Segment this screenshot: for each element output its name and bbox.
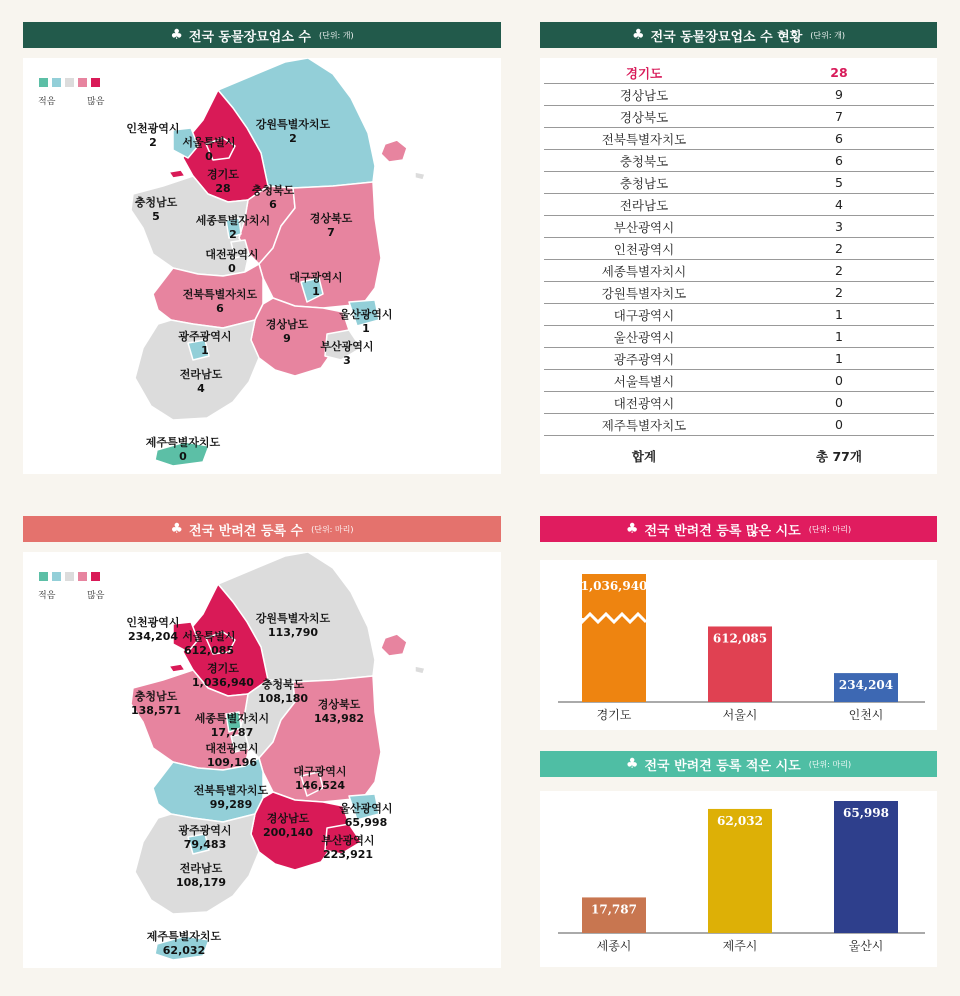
map-label-1 (182, 630, 235, 658)
count-cell: 1 (744, 326, 934, 348)
region-dokdo (415, 172, 425, 180)
chart2-title: 전국 반려견 등록 적은 시도 (644, 758, 801, 774)
region-value: 138,571 (130, 704, 182, 717)
map1-title: 전국 동물장묘업소 수 (188, 29, 311, 45)
map-label-3 (207, 168, 239, 196)
club-icon: ♣ (625, 756, 639, 772)
region-value: 6 (216, 302, 224, 315)
top-registration-chart (540, 560, 937, 730)
region-name: 경상북도 (309, 212, 353, 225)
count-cell: 3 (744, 216, 934, 238)
map-label-5 (135, 196, 178, 224)
region-name: 울산광역시 (339, 802, 393, 815)
table-unit: (단위: 개) (810, 30, 845, 40)
count-cell: 0 (744, 370, 934, 392)
region-name: 충청북도 (261, 678, 305, 691)
region-value: 3 (343, 354, 351, 367)
table-row (544, 414, 934, 436)
region-value: 2 (149, 136, 157, 149)
region-name: 강원특별자치도 (255, 118, 331, 131)
region-cell: 울산광역시 (544, 326, 744, 348)
map-label-1 (182, 136, 235, 164)
region-value: 612,085 (183, 644, 235, 657)
map-label-8 (205, 742, 258, 770)
region-name: 대전광역시 (205, 742, 259, 755)
map1-title-bar (23, 22, 501, 48)
map-label-14 (321, 834, 374, 862)
map1-unit: (단위: 개) (318, 30, 354, 40)
count-cell: 9 (744, 84, 934, 106)
shop-count-table (544, 62, 934, 476)
region-value: 7 (327, 226, 335, 239)
map-label-2 (256, 118, 330, 146)
table-row (544, 194, 934, 216)
count-cell: 2 (744, 282, 934, 304)
map-label-7 (195, 712, 269, 740)
region-name: 경상남도 (265, 318, 309, 331)
map1-panel (23, 58, 501, 474)
count-cell: 1 (744, 304, 934, 326)
table-row (544, 282, 934, 304)
region-value: 200,140 (262, 826, 314, 839)
table-row (544, 106, 934, 128)
region-cell: 전라남도 (544, 194, 744, 216)
table-row (544, 260, 934, 282)
region-name: 광주광역시 (178, 330, 232, 343)
region-cell: 경기도 (544, 62, 744, 84)
region-name: 울산광역시 (339, 308, 393, 321)
region-cell: 제주특별자치도 (544, 414, 744, 436)
region-name: 대구광역시 (289, 271, 343, 284)
table-row (544, 326, 934, 348)
category-label-2: 인천시 (848, 708, 884, 722)
map-label-16 (147, 930, 221, 958)
table-row (544, 128, 934, 150)
region-cell: 경상남도 (544, 84, 744, 106)
chart1-title: 전국 반려견 등록 많은 시도 (644, 523, 801, 539)
chart1-unit: (단위: 마리) (808, 524, 852, 534)
map-label-7 (310, 212, 353, 240)
legend-high: 많음 (87, 97, 105, 107)
category-label-1: 제주시 (722, 939, 758, 953)
table-row (544, 392, 934, 414)
region-name: 세종특별자치시 (194, 712, 270, 725)
table-panel (540, 58, 937, 474)
chart2-unit: (단위: 마리) (808, 759, 852, 769)
region-name: 부산광역시 (321, 834, 375, 847)
count-cell: 5 (744, 172, 934, 194)
category-label-2: 울산시 (848, 939, 884, 953)
chart1-title-bar (540, 516, 937, 542)
data-label-0: 1,036,940 (580, 579, 648, 593)
map2-unit: (단위: 마리) (311, 524, 354, 534)
region-value: 1 (312, 285, 320, 298)
count-cell: 6 (744, 128, 934, 150)
category-label-0: 세종시 (596, 939, 632, 953)
data-label-1: 612,085 (712, 631, 768, 646)
data-label-2: 65,998 (843, 806, 889, 820)
legend-low: 적음 (38, 97, 56, 107)
count-cell: 2 (744, 260, 934, 282)
region-value: 1 (362, 322, 370, 335)
data-label-0: 17,787 (591, 902, 637, 917)
region-cell: 대구광역시 (544, 304, 744, 326)
map-label-8 (205, 248, 258, 276)
region-name: 인천광역시 (126, 122, 180, 135)
table-row (544, 62, 934, 84)
region-dokdo (415, 666, 425, 674)
table-row (544, 84, 934, 106)
region-cell: 강원특별자치도 (544, 282, 744, 304)
region-cell: 대전광역시 (544, 392, 744, 414)
region-name: 경기도 (207, 168, 239, 181)
data-label-2: 234,204 (838, 678, 894, 693)
club-icon: ♣ (170, 27, 183, 43)
chart1-panel (540, 560, 937, 730)
region-name: 경상북도 (317, 698, 361, 711)
region-name: 강원특별자치도 (255, 612, 331, 625)
map2-panel (23, 552, 501, 968)
legend-low: 적음 (38, 591, 56, 601)
table-row (544, 348, 934, 370)
region-value: 0 (228, 262, 236, 275)
map-label-10 (183, 288, 257, 316)
region-name: 전라남도 (179, 862, 223, 875)
region-value: 4 (197, 382, 205, 395)
region-value: 28 (215, 182, 231, 195)
region-name: 세종특별자치시 (195, 214, 271, 227)
region-cell: 서울특별시 (544, 370, 744, 392)
map-label-5 (131, 690, 181, 718)
table-row (544, 172, 934, 194)
region-name: 인천광역시 (126, 616, 180, 629)
map-label-12 (263, 812, 313, 840)
region-ulleungdo (381, 140, 407, 162)
count-cell: 0 (744, 392, 934, 414)
region-value: 99,289 (209, 798, 253, 811)
region-name: 경기도 (207, 662, 239, 675)
count-cell: 6 (744, 150, 934, 172)
region-value: 108,179 (175, 876, 227, 889)
map-label-4 (252, 184, 295, 212)
low-registration-chart (540, 791, 937, 967)
region-value: 223,921 (322, 848, 374, 861)
region-value: 5 (152, 210, 160, 223)
region-ganghwa (169, 664, 185, 672)
category-label-1: 서울시 (722, 708, 758, 722)
table-row (544, 216, 934, 238)
map2-title-bar (23, 516, 501, 542)
map-label-13 (178, 824, 231, 852)
total-value: 총 77개 (816, 449, 862, 464)
table-total-row (544, 436, 934, 477)
region-name: 전북특별자치도 (182, 288, 258, 301)
region-cell: 광주광역시 (544, 348, 744, 370)
region-value: 1 (201, 344, 209, 357)
region-name: 부산광역시 (320, 340, 374, 353)
region-name: 충청북도 (251, 184, 295, 197)
legend-high: 많음 (87, 591, 105, 601)
region-value: 79,483 (183, 838, 227, 851)
count-cell: 2 (744, 238, 934, 260)
region-name: 대전광역시 (205, 248, 259, 261)
bar-2 (834, 801, 898, 933)
region-name: 대구광역시 (293, 765, 347, 778)
region-value: 0 (179, 450, 187, 463)
table-row (544, 370, 934, 392)
count-cell: 0 (744, 414, 934, 436)
region-value: 65,998 (344, 816, 388, 829)
region-name: 전북특별자치도 (193, 784, 269, 797)
region-value: 62,032 (162, 944, 206, 957)
table-row (544, 150, 934, 172)
region-ganghwa (169, 170, 185, 178)
map-label-0 (126, 616, 179, 644)
club-icon: ♣ (625, 521, 639, 537)
club-icon: ♣ (170, 521, 184, 537)
map-label-14 (320, 340, 373, 368)
count-cell: 4 (744, 194, 934, 216)
region-name: 충청남도 (134, 196, 178, 209)
map-label-2 (256, 612, 330, 640)
region-value: 0 (205, 150, 213, 163)
region-name: 제주특별자치도 (146, 930, 222, 943)
region-value: 6 (269, 198, 277, 211)
map-label-12 (266, 318, 309, 346)
map-label-15 (180, 368, 223, 396)
data-label-1: 62,032 (717, 813, 763, 828)
club-icon: ♣ (632, 27, 645, 43)
region-value: 17,787 (210, 726, 254, 739)
map2-title: 전국 반려견 등록 수 (189, 523, 304, 539)
region-cell: 충청남도 (544, 172, 744, 194)
map-label-11 (339, 308, 392, 336)
map-label-9 (293, 765, 346, 793)
region-value: 9 (283, 332, 291, 345)
table-row (544, 304, 934, 326)
region-name: 경상남도 (266, 812, 310, 825)
map-label-13 (178, 330, 231, 358)
region-cell: 전북특별자치도 (544, 128, 744, 150)
region-cell: 충청북도 (544, 150, 744, 172)
region-name: 전라남도 (179, 368, 223, 381)
map-label-9 (289, 271, 342, 299)
count-cell: 7 (744, 106, 934, 128)
map-label-6 (196, 214, 270, 242)
region-name: 서울특별시 (182, 136, 236, 149)
chart2-panel (540, 791, 937, 967)
map-label-0 (126, 122, 179, 150)
region-value: 143,982 (313, 712, 365, 725)
map-label-3 (192, 662, 254, 690)
table-title-bar (540, 22, 937, 48)
region-value: 108,180 (257, 692, 309, 705)
region-cell: 세종특별자치시 (544, 260, 744, 282)
map-label-15 (176, 862, 226, 890)
total-label: 합계 (631, 449, 657, 464)
map-label-10 (194, 784, 268, 812)
region-cell: 경상북도 (544, 106, 744, 128)
map-label-16 (146, 436, 220, 464)
region-value: 2 (289, 132, 297, 145)
table-row (544, 238, 934, 260)
region-value: 113,790 (267, 626, 319, 639)
region-name: 서울특별시 (182, 630, 236, 643)
region-value: 109,196 (206, 756, 258, 769)
region-value: 2 (229, 228, 237, 241)
map-label-11 (339, 802, 392, 830)
region-value: 1,036,940 (192, 676, 254, 689)
region-name: 제주특별자치도 (145, 436, 221, 449)
region-ulleungdo (381, 634, 407, 656)
category-label-0: 경기도 (596, 708, 632, 722)
region-name: 충청남도 (134, 690, 178, 703)
region-value: 234,204 (127, 630, 179, 643)
count-cell: 28 (744, 62, 934, 84)
table-title: 전국 동물장묘업소 수 현황 (650, 29, 803, 45)
region-name: 광주광역시 (178, 824, 232, 837)
count-cell: 1 (744, 348, 934, 370)
chart2-title-bar (540, 751, 937, 777)
region-cell: 부산광역시 (544, 216, 744, 238)
bar-0 (582, 574, 646, 702)
map-label-6 (314, 698, 364, 726)
region-value: 146,524 (294, 779, 346, 792)
map-label-4 (258, 678, 308, 706)
region-cell: 인천광역시 (544, 238, 744, 260)
